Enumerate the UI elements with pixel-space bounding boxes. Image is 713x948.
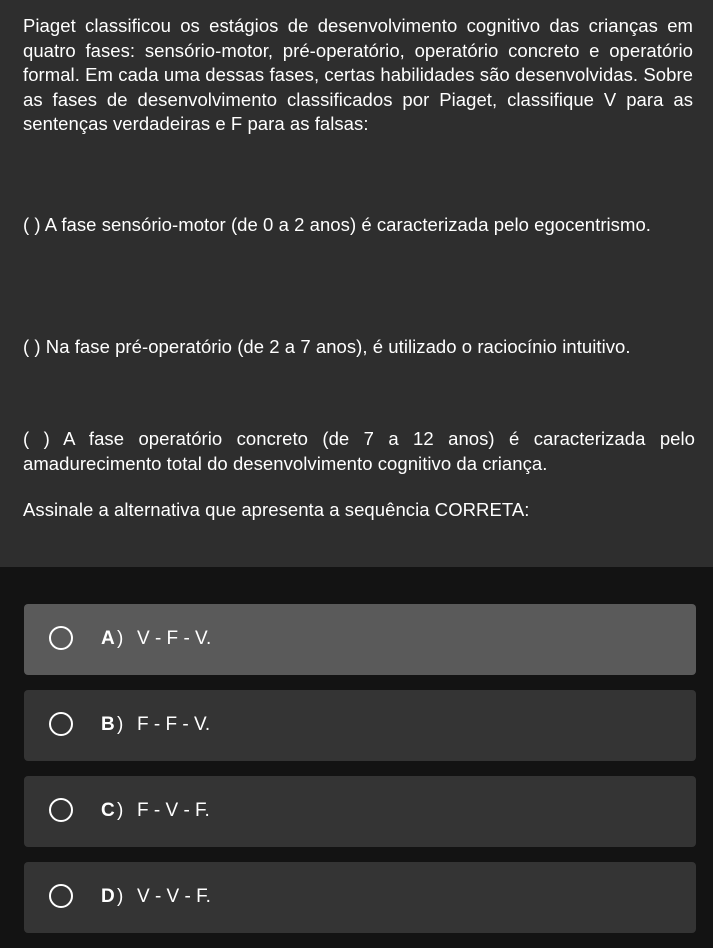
radio-icon[interactable] [49, 712, 73, 736]
option-c[interactable] [24, 776, 696, 847]
option-letter: A [101, 628, 115, 649]
question-stem: Piaget classificou os estágios de desenvolvimento cognitivo das crianças em quatro fases: sensório-motor, pré-operatório, operatório concreto e operatório formal. Em cada uma dessas fases, certas habilidades são desenvolvidas. Sobre as fases de desenvolvimento classificados por Piaget, classifique V para as sentenças verdadeiras e F para as falsas: [23, 15, 693, 134]
option-text: V - F - V. [137, 628, 212, 649]
option-text: F - V - F. [137, 800, 210, 821]
question-instruction: Assinale a alternativa que apresenta a sequência CORRETA: [23, 499, 530, 520]
option-letter: D [101, 886, 115, 907]
option-d[interactable] [24, 862, 696, 933]
option-b[interactable] [24, 690, 696, 761]
option-text: V - V - F. [137, 886, 211, 907]
option-paren: ) [117, 628, 124, 649]
option-paren: ) [117, 886, 124, 907]
option-a[interactable] [24, 604, 696, 675]
radio-icon[interactable] [49, 798, 73, 822]
radio-icon[interactable] [49, 884, 73, 908]
option-text: F - F - V. [137, 714, 211, 735]
statement-2: ( ) Na fase pré-operatório (de 2 a 7 anos), é utilizado o raciocínio intuitivo. [23, 336, 631, 357]
option-paren: ) [117, 800, 124, 821]
statement-3: ( ) A fase operatório concreto (de 7 a 12 anos) é caracterizada pelo amadurecimento total do desenvolvimento cognitivo da criança. [23, 428, 695, 474]
radio-icon[interactable] [49, 626, 73, 650]
answer-options [24, 604, 696, 948]
option-letter: C [101, 800, 115, 821]
option-letter: B [101, 714, 115, 735]
option-paren: ) [117, 714, 124, 735]
statement-1: ( ) A fase sensório-motor (de 0 a 2 anos) é caracterizada pelo egocentrismo. [23, 214, 651, 235]
